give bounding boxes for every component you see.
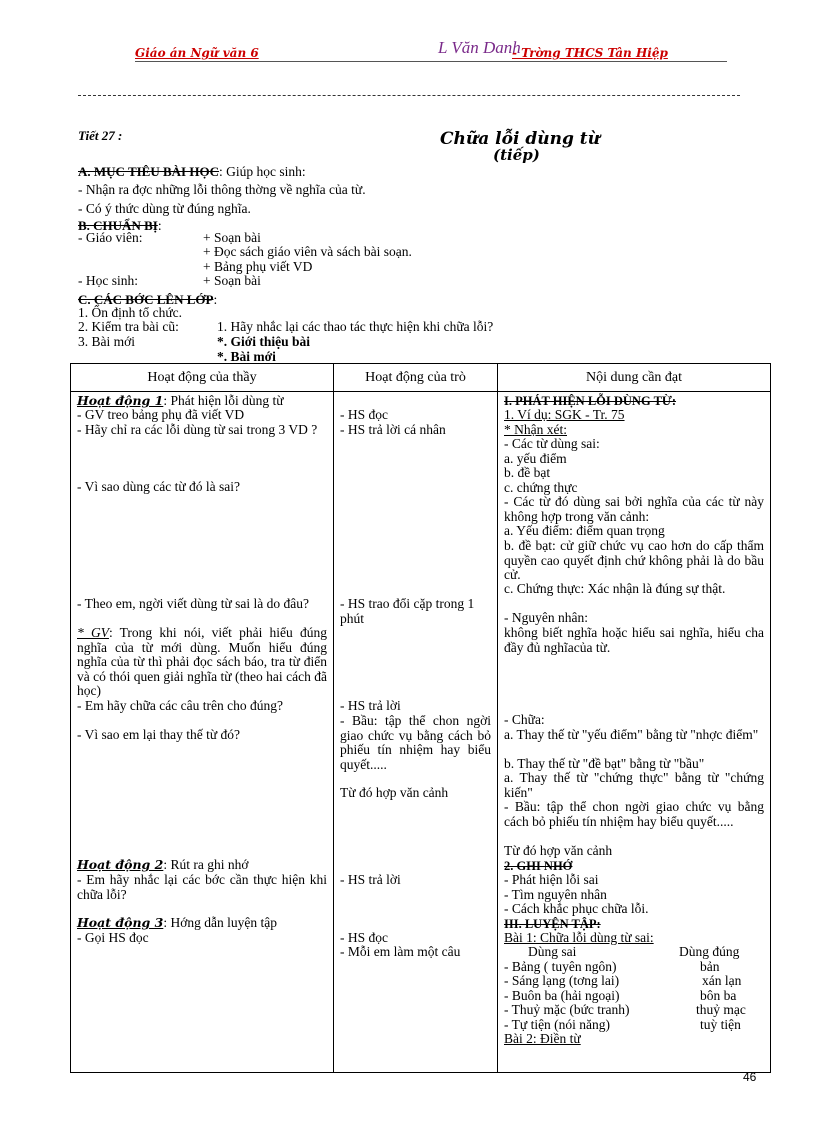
exercise-pair: - Bảng ( tuyên ngôn) bản: [504, 959, 720, 974]
exercise-pair: - Tự tiện (nói năng) tuỳ tiện: [504, 1017, 741, 1032]
lesson-subtitle: (tiếp): [493, 146, 540, 164]
content-column: I. PHÁT HIỆN LỖI DÙNG TỪ: 1. Ví dụ: SGK - Tr. 75 * Nhận xét: - Các từ dùng sai: a. yếu điểm b. đề bạt c. chứng thực - Các từ đó dùng sai bởi nghĩa của các từ này không hợp trong văn cảnh: a. Yếu điểm: điểm quan trọng b. đề bạt: cử giữ chức vụ cao hơn do cấp thẩm quyền cao quyết định chứ không phải là do bầu cử. c. Chứng thực: Xác nhận là đúng sự thật. - Nguyên nhân: không biết nghĩa hoặc hiểu sai nghĩa, hiểu cha đầy đủ nghĩacủa từ. - Chữa: a. Thay thế từ "yếu điểm" bằng từ "nhợc điểm" b. Thay thế từ "đề bạt" bằng từ "bầu" a. Thay thế từ "chứng thực" bằng từ "chứng kiến" - Bầu: tập thể chon ngời giao chức vụ bằng cách bỏ phiếu tín nhiệm hay biểu quyết..... Từ đó hợp văn cảnh 2. GHI NHỚ - Phát hiện lỗi sai - Tìm nguyên nhân - Cách khắc phục chữa lỗi. III. LUYỆN TẬP: Bài 1: Chữa lỗi dùng từ sai: Dùng sai Dùng đúng - Bảng ( tuyên ngôn) bản - Sáng lạng (tơng lai) xán lạn - Buôn ba (hải ngoại) bôn ba - Thuỷ mặc (bức tranh) thuỷ mạc - Tự tiện (nói năng) tuỳ tiện Bài 2: Điền từ: [498, 392, 771, 1073]
student-response: - Mỗi em làm một câu: [340, 944, 461, 959]
objective-item: - Có ý thức dùng từ đúng nghĩa.: [78, 201, 251, 216]
wrong-word: b. đề bạt: [504, 465, 551, 480]
summary-item: - Cách khắc phục chữa lỗi.: [504, 901, 649, 916]
lesson-title: Chữa lỗi dùng từ: [440, 129, 600, 149]
student-response: - Bầu: tập thể chon ngời giao chức vụ bằng cách bỏ phiếu tín nhiệm hay biểu quyết.....: [340, 713, 491, 772]
section-c: C. CÁC BỚC LÊN LỚP:: [78, 292, 218, 307]
student-prep-item: + Soạn bài: [203, 273, 261, 288]
section-c-heading: C. CÁC BỚC LÊN LỚP: [78, 292, 214, 307]
teacher-prep-item: + Soạn bài: [203, 230, 261, 245]
section-a-intro: : Giúp học sinh:: [218, 164, 306, 179]
exercise-pair: - Sáng lạng (tơng lai) xán lạn: [504, 973, 742, 988]
teacher-line: - Hãy chỉ ra các lỗi dùng từ sai trong 3 VD ?: [77, 422, 318, 437]
header-school: - Trờng THCS Tân Hiệp: [512, 46, 668, 60]
content-line: - Nguyên nhân:: [504, 610, 588, 625]
teacher-question: - Vì sao em lại thay thế từ đó?: [77, 727, 241, 742]
section-a: [78, 164, 306, 179]
student-response: - HS trao đổi cặp trong 1 phút: [340, 596, 475, 626]
teacher-question: - Em hãy chữa các câu trên cho đúng?: [77, 698, 283, 713]
column-header-content: Nội dung cần đạt: [498, 364, 771, 392]
student-response: - HS trả lời cá nhân: [340, 422, 446, 437]
period-label: Tiết 27 :: [78, 128, 123, 143]
exercise-1-title: Bài 1: Chữa lỗi dùng từ sai:: [504, 930, 654, 945]
section-1-heading: I. PHÁT HIỆN LỖI DÙNG TỪ:: [504, 394, 677, 408]
content-line: - Bầu: tập thể chon ngời giao chức vụ bằng cách bỏ phiếu tín nhiệm hay biểu quyết.....: [504, 799, 764, 829]
section-3-heading: III. LUYỆN TẬP:: [504, 917, 601, 931]
summary-item: - Tìm nguyên nhân: [504, 887, 607, 902]
step-3-item: *. Bài mới: [217, 349, 276, 363]
teacher-label: - Giáo viên:: [78, 230, 143, 245]
header-rule: [135, 61, 727, 62]
activity-1-heading: Hoạt động 1: Phát hiện lỗi dùng từ: [77, 393, 284, 408]
page-number: 46: [743, 1070, 757, 1084]
cause-text: không biết nghĩa hoặc hiểu sai nghĩa, hiểu cha đầy đủ nghĩacủa từ.: [504, 625, 764, 655]
teacher-question: - Vì sao dùng các từ đó là sai?: [77, 479, 241, 494]
section-b-heading: B. CHUẨN BỊ: [78, 218, 158, 233]
column-header-student: Hoạt động của trò: [334, 364, 498, 392]
wrong-word: a. yếu điểm: [504, 451, 567, 466]
student-response: Từ đó hợp văn cảnh: [340, 785, 449, 800]
exercise-2-title: Bài 2: Điền từ: [504, 1031, 581, 1046]
objective-item: - Nhận ra đợc những lỗi thông thờng về nghĩa của từ.: [78, 182, 366, 197]
section-b: B. CHUẨN BỊ:: [78, 218, 162, 233]
teacher-prep-item: + Bảng phụ viết VD: [203, 259, 313, 274]
teacher-question: - Theo em, ngời viết dùng từ sai là do đâu?: [77, 596, 310, 611]
content-line: - Các từ đó dùng sai bởi nghĩa của các từ này không hợp trong văn cảnh:: [504, 494, 764, 524]
example-ref: 1. Ví dụ: SGK - Tr. 75: [504, 407, 625, 422]
student-label: - Học sinh:: [78, 273, 138, 288]
reason-item: a. Yếu điểm: điểm quan trọng: [504, 523, 665, 538]
table-header-row: [71, 364, 771, 392]
student-response: - HS đọc: [340, 407, 388, 422]
student-response: - HS trả lời: [340, 698, 401, 713]
reason-item: b. đề bạt: cử giữ chức vụ cao hơn do cấp thẩm quyền cao quyết định chứ không phải là do bầu cử.: [504, 538, 764, 582]
header-subject: Giáo án Ngữ văn 6: [135, 46, 259, 60]
teacher-line: - GV treo bảng phụ đã viết VD: [77, 407, 245, 422]
column-header-teacher: Hoạt động của thầy: [71, 364, 334, 392]
step-3-label: 3. Bài mới: [78, 334, 136, 349]
teacher-column: [71, 392, 334, 1073]
teacher-note: * GV: Trong khi nói, viết phải hiểu đúng nghĩa của từ mới dùng. Muốn hiểu đúng nghĩa của từ thì phải đọc sách báo, tra từ điển và có thói quen giải nghĩa từ (theo hai cách đã học): [77, 625, 327, 698]
content-line: Từ đó hợp văn cảnh: [504, 843, 613, 858]
teacher-prep-item: + Đọc sách giáo viên và sách bài soạn.: [203, 244, 412, 259]
reason-item: c. Chứng thực: Xác nhận là đúng sự thật.: [504, 581, 726, 596]
fix-item: a. Thay thế từ "chứng thực" bằng từ "chứng kiến": [504, 770, 764, 800]
table-body-row: [71, 392, 771, 1073]
step-1: 1. Ổn định tổ chức.: [78, 305, 183, 320]
lesson-activity-table: [70, 363, 771, 1073]
teacher-question: - Em hãy nhắc lại các bớc cần thực hiện khi chữa lỗi?: [77, 872, 327, 902]
content-line: - Các từ dùng sai:: [504, 436, 600, 451]
exercise-pair: - Thuỷ mặc (bức tranh) thuỷ mạc: [504, 1002, 746, 1017]
student-column: [334, 392, 498, 1073]
student-response: - HS đọc: [340, 930, 388, 945]
header-author: L Văn Danh: [438, 38, 521, 57]
step-2-question: 1. Hãy nhắc lại các thao tác thực hiện khi chữa lỗi?: [217, 319, 494, 334]
student-response: - HS trả lời: [340, 872, 401, 887]
dashed-divider: [78, 95, 740, 96]
observation-label: * Nhận xét:: [504, 422, 567, 437]
content-line: - Chữa:: [504, 712, 545, 727]
summary-item: - Phát hiện lỗi sai: [504, 872, 599, 887]
step-2-label: 2. Kiểm tra bài cũ:: [78, 319, 179, 334]
exercise-pair: - Buôn ba (hải ngoại) bôn ba: [504, 988, 737, 1003]
teacher-line: - Gọi HS đọc: [77, 930, 149, 945]
step-3-item: *. Giới thiệu bài: [217, 334, 310, 349]
fix-item: a. Thay thế từ "yếu điểm" bằng từ "nhợc điểm": [504, 727, 759, 742]
section-a-heading: A. MỤC TIÊU BÀI HỌC: [78, 164, 219, 179]
activity-3-heading: Hoạt động 3: Hớng dẫn luyện tập: [77, 915, 277, 930]
section-2-heading: 2. GHI NHỚ: [504, 859, 573, 873]
fix-item: b. Thay thế từ "đề bạt" bằng từ "bầu": [504, 756, 705, 771]
activity-2-heading: Hoạt động 2: Rút ra ghi nhớ: [77, 857, 249, 872]
wrong-word: c. chứng thực: [504, 480, 578, 495]
